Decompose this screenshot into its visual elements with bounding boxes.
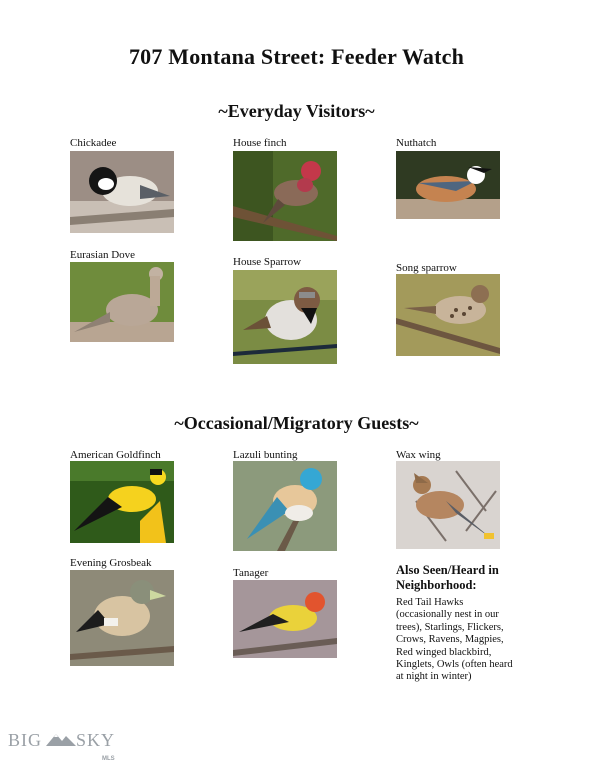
label-song-sparrow: Song sparrow <box>396 262 457 274</box>
photo-house-finch <box>233 151 337 241</box>
label-house-finch: House finch <box>233 137 287 149</box>
photo-evening-grosbeak <box>70 570 174 666</box>
photo-american-goldfinch <box>70 461 174 543</box>
photo-lazuli-bunting <box>233 461 337 551</box>
also-seen-text: Red Tail Hawks (occasionally nest in our trees), Starlings, Flickers, Crows, Ravens, Magpies, Red winged blackbird, Kinglets, Owls (often heard at night in winter) <box>396 597 513 683</box>
page-title: 707 Montana Street: Feeder Watch <box>128 44 465 69</box>
logo-text-mls: MLS <box>102 756 115 762</box>
label-house-sparrow: House Sparrow <box>233 256 302 268</box>
logo-text-big: BIG <box>8 730 42 750</box>
label-evening-grosbeak: Evening Grosbeak <box>70 557 152 569</box>
photo-wax-wing <box>396 461 500 549</box>
label-american-goldfinch: American Goldfinch <box>70 449 161 461</box>
section-heading-occasional: ~Occasional/Migratory Guests~ <box>174 413 419 433</box>
photo-tanager <box>233 580 337 658</box>
big-sky-mls-logo <box>8 728 128 764</box>
logo-text-sky: SKY <box>76 730 116 750</box>
photo-eurasian-dove <box>70 262 174 342</box>
label-lazuli-bunting: Lazuli bunting <box>233 449 298 461</box>
label-nuthatch: Nuthatch <box>396 137 437 149</box>
section-heading-everyday: ~Everyday Visitors~ <box>218 101 375 121</box>
photo-nuthatch <box>396 151 500 219</box>
label-wax-wing: Wax wing <box>396 449 441 461</box>
photo-house-sparrow <box>233 270 337 364</box>
photo-chickadee <box>70 151 174 233</box>
label-tanager: Tanager <box>233 567 269 579</box>
label-chickadee: Chickadee <box>70 137 117 149</box>
photo-song-sparrow <box>396 274 500 356</box>
mountain-icon <box>46 734 76 746</box>
label-eurasian-dove: Eurasian Dove <box>70 249 136 261</box>
also-seen-heading: Also Seen/Heard in Neighborhood: <box>396 563 499 592</box>
